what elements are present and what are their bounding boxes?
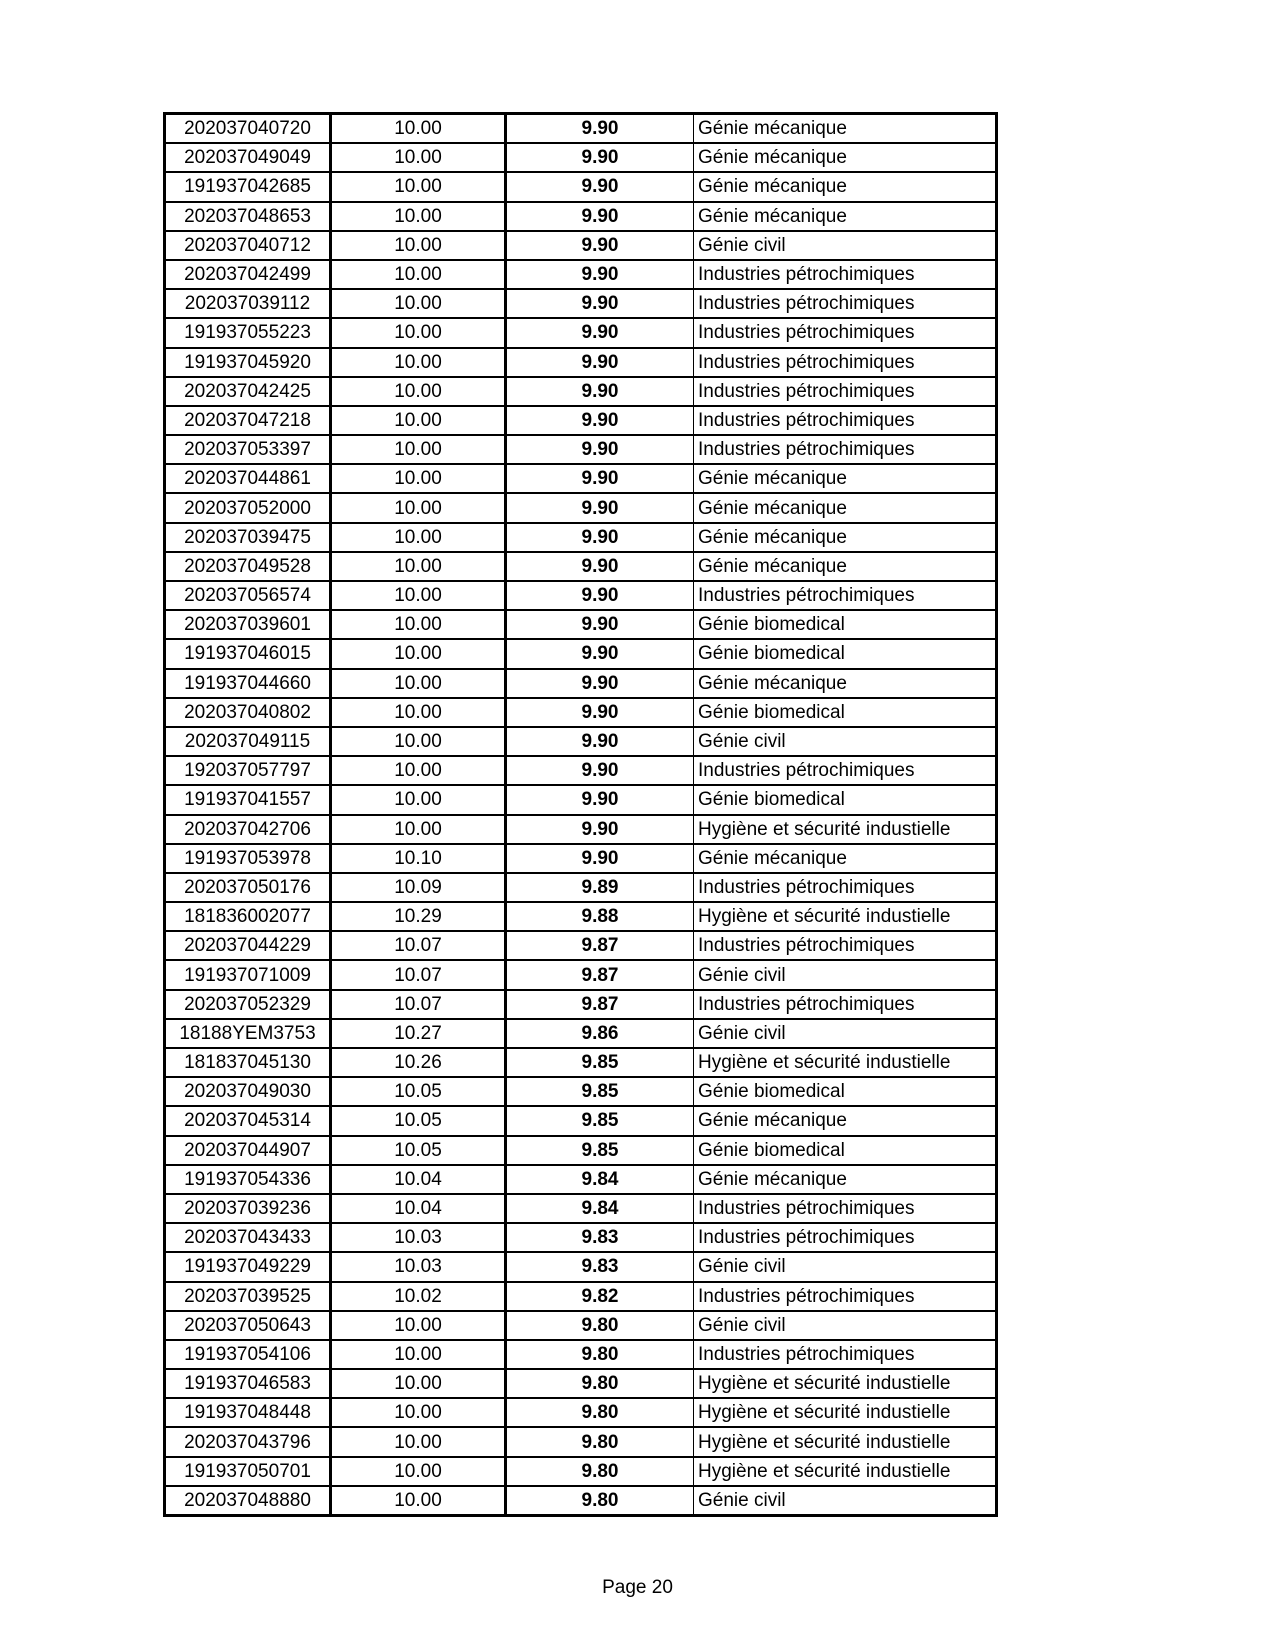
table-row: [165, 990, 997, 1019]
final-score-cell: 9.90: [506, 785, 694, 814]
department-cell: Génie civil: [694, 960, 997, 989]
table-row: [165, 1136, 997, 1165]
score-cell: 10.00: [331, 669, 506, 698]
score-cell: 10.00: [331, 231, 506, 260]
table-row: [165, 727, 997, 756]
score-cell: 10.00: [331, 406, 506, 435]
score-cell: 10.04: [331, 1165, 506, 1194]
student-id-cell: 191937045920: [165, 348, 331, 377]
student-id-cell: 202037048653: [165, 202, 331, 231]
final-score-cell: 9.90: [506, 464, 694, 493]
score-cell: 10.05: [331, 1106, 506, 1135]
score-cell: 10.07: [331, 990, 506, 1019]
table-row: [165, 844, 997, 873]
final-score-cell: 9.80: [506, 1427, 694, 1456]
student-id-cell: 202037039525: [165, 1282, 331, 1311]
department-cell: Industries pétrochimiques: [694, 1223, 997, 1252]
department-cell: Industries pétrochimiques: [694, 873, 997, 902]
final-score-cell: 9.80: [506, 1398, 694, 1427]
student-id-cell: 191937044660: [165, 669, 331, 698]
final-score-cell: 9.90: [506, 318, 694, 347]
score-cell: 10.00: [331, 1340, 506, 1369]
score-cell: 10.07: [331, 960, 506, 989]
score-cell: 10.05: [331, 1077, 506, 1106]
student-id-cell: 202037050643: [165, 1311, 331, 1340]
final-score-cell: 9.82: [506, 1282, 694, 1311]
department-cell: Industries pétrochimiques: [694, 990, 997, 1019]
score-cell: 10.00: [331, 523, 506, 552]
final-score-cell: 9.80: [506, 1311, 694, 1340]
table-row: [165, 902, 997, 931]
table-row: [165, 464, 997, 493]
score-cell: 10.00: [331, 698, 506, 727]
score-cell: 10.00: [331, 289, 506, 318]
score-cell: 10.00: [331, 114, 506, 144]
score-cell: 10.00: [331, 756, 506, 785]
results-table-body: [165, 114, 997, 1516]
student-id-cell: 202037047218: [165, 406, 331, 435]
final-score-cell: 9.86: [506, 1019, 694, 1048]
table-row: [165, 406, 997, 435]
table-row: [165, 785, 997, 814]
table-row: [165, 960, 997, 989]
student-id-cell: 191937041557: [165, 785, 331, 814]
student-id-cell: 191937054106: [165, 1340, 331, 1369]
student-id-cell: 181837045130: [165, 1048, 331, 1077]
final-score-cell: 9.90: [506, 377, 694, 406]
department-cell: Industries pétrochimiques: [694, 289, 997, 318]
score-cell: 10.07: [331, 931, 506, 960]
student-id-cell: 18188YEM3753: [165, 1019, 331, 1048]
score-cell: 10.27: [331, 1019, 506, 1048]
final-score-cell: 9.85: [506, 1077, 694, 1106]
score-cell: 10.00: [331, 727, 506, 756]
student-id-cell: 202037052329: [165, 990, 331, 1019]
final-score-cell: 9.84: [506, 1194, 694, 1223]
score-cell: 10.00: [331, 260, 506, 289]
student-id-cell: 202037042706: [165, 815, 331, 844]
table-row: [165, 756, 997, 785]
table-row: [165, 289, 997, 318]
table-row: [165, 815, 997, 844]
table-row: [165, 143, 997, 172]
table-row: [165, 260, 997, 289]
department-cell: Génie mécanique: [694, 552, 997, 581]
final-score-cell: 9.90: [506, 202, 694, 231]
department-cell: Génie civil: [694, 1019, 997, 1048]
final-score-cell: 9.80: [506, 1369, 694, 1398]
department-cell: Génie civil: [694, 1486, 997, 1516]
table-row: [165, 231, 997, 260]
final-score-cell: 9.85: [506, 1106, 694, 1135]
student-id-cell: 191937053978: [165, 844, 331, 873]
table-row: [165, 1282, 997, 1311]
final-score-cell: 9.90: [506, 552, 694, 581]
department-cell: Hygiène et sécurité industielle: [694, 1369, 997, 1398]
score-cell: 10.00: [331, 348, 506, 377]
score-cell: 10.00: [331, 318, 506, 347]
department-cell: Génie civil: [694, 231, 997, 260]
student-id-cell: 191937049229: [165, 1252, 331, 1281]
final-score-cell: 9.83: [506, 1223, 694, 1252]
table-row: [165, 435, 997, 464]
department-cell: Génie civil: [694, 1252, 997, 1281]
score-cell: 10.00: [331, 464, 506, 493]
score-cell: 10.00: [331, 377, 506, 406]
table-row: [165, 172, 997, 201]
student-id-cell: 202037049030: [165, 1077, 331, 1106]
table-row: [165, 493, 997, 522]
department-cell: Industries pétrochimiques: [694, 260, 997, 289]
department-cell: Génie mécanique: [694, 493, 997, 522]
score-cell: 10.09: [331, 873, 506, 902]
table-row: [165, 202, 997, 231]
final-score-cell: 9.84: [506, 1165, 694, 1194]
department-cell: Génie mécanique: [694, 669, 997, 698]
department-cell: Hygiène et sécurité industielle: [694, 815, 997, 844]
score-cell: 10.02: [331, 1282, 506, 1311]
table-row: [165, 1048, 997, 1077]
student-id-cell: 202037049049: [165, 143, 331, 172]
score-cell: 10.00: [331, 1398, 506, 1427]
student-id-cell: 202037039112: [165, 289, 331, 318]
department-cell: Génie biomedical: [694, 1136, 997, 1165]
final-score-cell: 9.80: [506, 1486, 694, 1516]
department-cell: Génie biomedical: [694, 785, 997, 814]
results-table: [163, 112, 998, 1517]
student-id-cell: 202037050176: [165, 873, 331, 902]
department-cell: Industries pétrochimiques: [694, 1194, 997, 1223]
table-row: [165, 1106, 997, 1135]
department-cell: Hygiène et sécurité industielle: [694, 1048, 997, 1077]
table-row: [165, 1019, 997, 1048]
table-row: [165, 931, 997, 960]
student-id-cell: 202037052000: [165, 493, 331, 522]
final-score-cell: 9.85: [506, 1136, 694, 1165]
department-cell: Génie biomedical: [694, 1077, 997, 1106]
table-row: [165, 1194, 997, 1223]
student-id-cell: 202037049115: [165, 727, 331, 756]
table-row: [165, 114, 997, 144]
final-score-cell: 9.90: [506, 493, 694, 522]
score-cell: 10.00: [331, 202, 506, 231]
final-score-cell: 9.87: [506, 931, 694, 960]
page-number: Page 20: [602, 1577, 673, 1598]
table-row: [165, 1340, 997, 1369]
department-cell: Génie biomedical: [694, 639, 997, 668]
score-cell: 10.00: [331, 435, 506, 464]
final-score-cell: 9.90: [506, 523, 694, 552]
department-cell: Génie mécanique: [694, 844, 997, 873]
table-row: [165, 581, 997, 610]
department-cell: Génie mécanique: [694, 523, 997, 552]
score-cell: 10.29: [331, 902, 506, 931]
final-score-cell: 9.90: [506, 756, 694, 785]
department-cell: Industries pétrochimiques: [694, 377, 997, 406]
student-id-cell: 202037044907: [165, 1136, 331, 1165]
score-cell: 10.03: [331, 1223, 506, 1252]
student-id-cell: 202037043433: [165, 1223, 331, 1252]
department-cell: Génie mécanique: [694, 202, 997, 231]
department-cell: Génie mécanique: [694, 114, 997, 144]
final-score-cell: 9.90: [506, 727, 694, 756]
student-id-cell: 191937054336: [165, 1165, 331, 1194]
department-cell: Hygiène et sécurité industielle: [694, 1398, 997, 1427]
table-row: [165, 669, 997, 698]
department-cell: Industries pétrochimiques: [694, 1282, 997, 1311]
final-score-cell: 9.90: [506, 639, 694, 668]
student-id-cell: 202037048880: [165, 1486, 331, 1516]
table-row: [165, 1427, 997, 1456]
student-id-cell: 202037040720: [165, 114, 331, 144]
score-cell: 10.00: [331, 1311, 506, 1340]
final-score-cell: 9.80: [506, 1340, 694, 1369]
department-cell: Industries pétrochimiques: [694, 581, 997, 610]
final-score-cell: 9.89: [506, 873, 694, 902]
final-score-cell: 9.90: [506, 406, 694, 435]
final-score-cell: 9.87: [506, 990, 694, 1019]
table-row: [165, 1077, 997, 1106]
department-cell: Génie civil: [694, 1311, 997, 1340]
department-cell: Industries pétrochimiques: [694, 318, 997, 347]
student-id-cell: 202037056574: [165, 581, 331, 610]
student-id-cell: 202037042499: [165, 260, 331, 289]
table-row: [165, 639, 997, 668]
student-id-cell: 202037040712: [165, 231, 331, 260]
student-id-cell: 202037044861: [165, 464, 331, 493]
department-cell: Hygiène et sécurité industielle: [694, 1457, 997, 1486]
student-id-cell: 191937055223: [165, 318, 331, 347]
department-cell: Hygiène et sécurité industielle: [694, 902, 997, 931]
student-id-cell: 202037039601: [165, 610, 331, 639]
student-id-cell: 181836002077: [165, 902, 331, 931]
final-score-cell: 9.90: [506, 815, 694, 844]
student-id-cell: 191937046583: [165, 1369, 331, 1398]
student-id-cell: 202037040802: [165, 698, 331, 727]
score-cell: 10.00: [331, 1486, 506, 1516]
student-id-cell: 202037039236: [165, 1194, 331, 1223]
department-cell: Génie biomedical: [694, 610, 997, 639]
department-cell: Génie biomedical: [694, 698, 997, 727]
final-score-cell: 9.83: [506, 1252, 694, 1281]
department-cell: Génie mécanique: [694, 464, 997, 493]
department-cell: Industries pétrochimiques: [694, 931, 997, 960]
final-score-cell: 9.90: [506, 669, 694, 698]
score-cell: 10.00: [331, 581, 506, 610]
student-id-cell: 191937042685: [165, 172, 331, 201]
score-cell: 10.00: [331, 1427, 506, 1456]
department-cell: Génie civil: [694, 727, 997, 756]
final-score-cell: 9.90: [506, 260, 694, 289]
table-row: [165, 552, 997, 581]
table-row: [165, 698, 997, 727]
table-row: [165, 377, 997, 406]
department-cell: Industries pétrochimiques: [694, 406, 997, 435]
final-score-cell: 9.88: [506, 902, 694, 931]
department-cell: Industries pétrochimiques: [694, 756, 997, 785]
table-row: [165, 318, 997, 347]
final-score-cell: 9.90: [506, 435, 694, 464]
score-cell: 10.00: [331, 143, 506, 172]
final-score-cell: 9.90: [506, 143, 694, 172]
score-cell: 10.10: [331, 844, 506, 873]
table-row: [165, 610, 997, 639]
department-cell: Génie mécanique: [694, 143, 997, 172]
student-id-cell: 202037053397: [165, 435, 331, 464]
score-cell: 10.00: [331, 785, 506, 814]
table-row: [165, 1486, 997, 1516]
student-id-cell: 191937046015: [165, 639, 331, 668]
table-row: [165, 1311, 997, 1340]
score-cell: 10.03: [331, 1252, 506, 1281]
table-row: [165, 523, 997, 552]
student-id-cell: 202037043796: [165, 1427, 331, 1456]
score-cell: 10.26: [331, 1048, 506, 1077]
department-cell: Industries pétrochimiques: [694, 435, 997, 464]
final-score-cell: 9.90: [506, 231, 694, 260]
score-cell: 10.00: [331, 493, 506, 522]
score-cell: 10.00: [331, 610, 506, 639]
final-score-cell: 9.85: [506, 1048, 694, 1077]
final-score-cell: 9.90: [506, 114, 694, 144]
final-score-cell: 9.90: [506, 610, 694, 639]
table-row: [165, 1398, 997, 1427]
score-cell: 10.00: [331, 1457, 506, 1486]
table-row: [165, 1165, 997, 1194]
table-row: [165, 873, 997, 902]
score-cell: 10.00: [331, 552, 506, 581]
final-score-cell: 9.90: [506, 698, 694, 727]
score-cell: 10.04: [331, 1194, 506, 1223]
department-cell: Génie mécanique: [694, 1165, 997, 1194]
student-id-cell: 191937071009: [165, 960, 331, 989]
table-row: [165, 348, 997, 377]
final-score-cell: 9.90: [506, 844, 694, 873]
score-cell: 10.00: [331, 172, 506, 201]
table-row: [165, 1252, 997, 1281]
department-cell: Génie mécanique: [694, 1106, 997, 1135]
table-row: [165, 1457, 997, 1486]
student-id-cell: 191937048448: [165, 1398, 331, 1427]
student-id-cell: 202037039475: [165, 523, 331, 552]
final-score-cell: 9.90: [506, 172, 694, 201]
final-score-cell: 9.90: [506, 348, 694, 377]
table-row: [165, 1369, 997, 1398]
table-row: [165, 1223, 997, 1252]
final-score-cell: 9.90: [506, 289, 694, 318]
score-cell: 10.00: [331, 1369, 506, 1398]
student-id-cell: 202037045314: [165, 1106, 331, 1135]
student-id-cell: 202037049528: [165, 552, 331, 581]
score-cell: 10.00: [331, 815, 506, 844]
department-cell: Industries pétrochimiques: [694, 1340, 997, 1369]
student-id-cell: 192037057797: [165, 756, 331, 785]
student-id-cell: 191937050701: [165, 1457, 331, 1486]
final-score-cell: 9.80: [506, 1457, 694, 1486]
department-cell: Industries pétrochimiques: [694, 348, 997, 377]
department-cell: Génie mécanique: [694, 172, 997, 201]
department-cell: Hygiène et sécurité industielle: [694, 1427, 997, 1456]
score-cell: 10.00: [331, 639, 506, 668]
final-score-cell: 9.90: [506, 581, 694, 610]
student-id-cell: 202037042425: [165, 377, 331, 406]
student-id-cell: 202037044229: [165, 931, 331, 960]
final-score-cell: 9.87: [506, 960, 694, 989]
score-cell: 10.05: [331, 1136, 506, 1165]
